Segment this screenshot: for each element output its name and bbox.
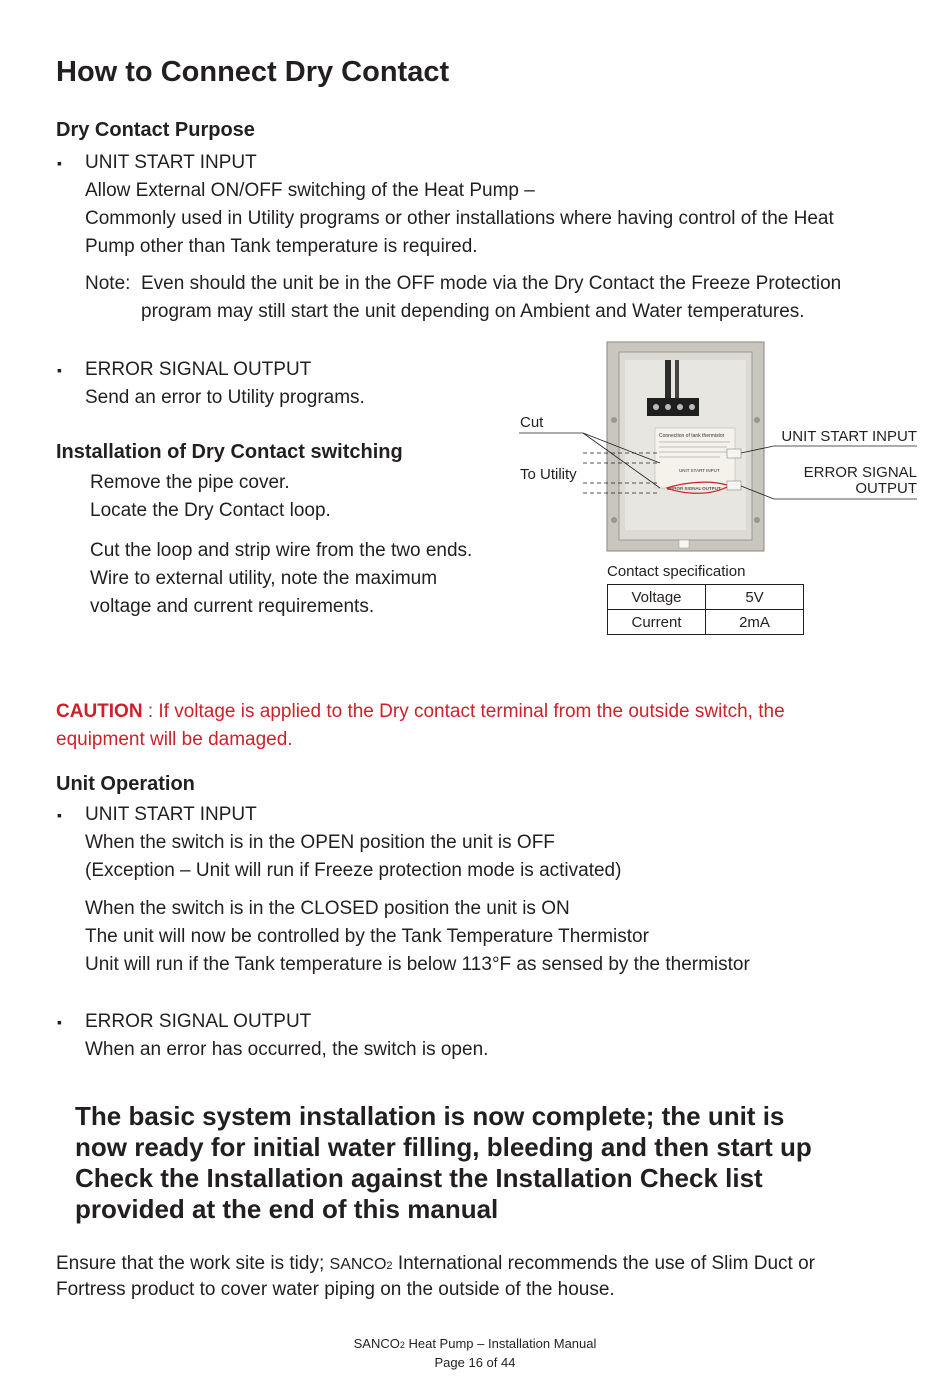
note-line1: Even should the unit be in the OFF mode via the Dry Contact the Freeze Protection bbox=[141, 273, 842, 294]
purpose-item2-line1: Send an error to Utility programs. bbox=[85, 387, 365, 408]
installation-step2: Locate the Dry Contact loop. bbox=[90, 500, 331, 521]
installation-step5: voltage and current requirements. bbox=[90, 596, 375, 617]
installation-heading: Installation of Dry Contact switching bbox=[56, 441, 403, 463]
purpose-item1-line1: Allow External ON/OFF switching of the Heat Pump – bbox=[85, 180, 535, 201]
completion-statement bbox=[75, 1101, 812, 1225]
completion-line1: The basic system installation is now complete; the unit is bbox=[75, 1101, 785, 1131]
table-row bbox=[608, 610, 804, 635]
operation-item2-label: ERROR SIGNAL OUTPUT bbox=[85, 1011, 312, 1032]
operation-item1-line3: When the switch is in the CLOSED position the unit is ON bbox=[85, 898, 570, 919]
operation-item1-label: UNIT START INPUT bbox=[85, 804, 257, 825]
operation-unit-start-block-a bbox=[85, 801, 621, 885]
purpose-item1-label: UNIT START INPUT bbox=[85, 152, 257, 173]
error-signal-label bbox=[700, 465, 917, 497]
purpose-item1-line3: Pump other than Tank temperature is required. bbox=[85, 236, 478, 257]
installation-steps-a bbox=[90, 469, 331, 525]
closing-brand: SANCO bbox=[329, 1256, 387, 1273]
dry-contact-diagram bbox=[515, 340, 925, 555]
footer-page-number: Page 16 of 44 bbox=[434, 1355, 516, 1370]
spec-value-cell: 5V bbox=[706, 585, 804, 610]
spec-name-cell: Current bbox=[608, 610, 706, 635]
closing-line2: Fortress product to cover water piping on the outside of the house. bbox=[56, 1279, 615, 1300]
error-label-line1: ERROR SIGNAL bbox=[803, 464, 917, 481]
bullet-icon: ▪ bbox=[57, 807, 62, 823]
purpose-item1-line2: Commonly used in Utility programs or other installations where having control of the Heat bbox=[85, 208, 834, 229]
note-label: Note: bbox=[85, 273, 131, 294]
note-line2: program may still start the unit depending on Ambient and Water temperatures. bbox=[141, 301, 805, 322]
footer-brand-sub: 2 bbox=[399, 1340, 405, 1350]
closing-pre: Ensure that the work site is tidy; bbox=[56, 1253, 330, 1274]
page-title: How to Connect Dry Contact bbox=[56, 56, 450, 88]
note-text bbox=[141, 270, 841, 326]
operation-item1-line5: Unit will run if the Tank temperature is below 113°F as sensed by the thermistor bbox=[85, 954, 750, 975]
cut-label: Cut bbox=[520, 414, 544, 431]
page-footer bbox=[0, 1335, 950, 1371]
caution-line2: equipment will be damaged. bbox=[56, 729, 293, 750]
footer-brand: SANCO bbox=[353, 1336, 400, 1351]
closing-post: International recommends the use of Slim Duct or bbox=[392, 1253, 815, 1274]
spec-value-cell: 2mA bbox=[706, 610, 804, 635]
installation-step3: Cut the loop and strip wire from the two ends. bbox=[90, 540, 473, 561]
completion-line4: provided at the end of this manual bbox=[75, 1194, 499, 1224]
caution-text bbox=[56, 698, 785, 754]
spec-table bbox=[607, 584, 804, 635]
installation-steps-b bbox=[90, 537, 472, 621]
board-heading: Connection of tank thermistor bbox=[659, 433, 725, 439]
bullet-icon: ▪ bbox=[57, 155, 62, 171]
table-row bbox=[608, 585, 804, 610]
caution-label: CAUTION bbox=[56, 701, 143, 722]
operation-item1-line4: The unit will now be controlled by the Tank Temperature Thermistor bbox=[85, 926, 649, 947]
utility-label: To Utility bbox=[520, 466, 577, 483]
completion-line2: now ready for initial water filling, bleeding and then start up bbox=[75, 1132, 812, 1162]
spec-name-cell: Voltage bbox=[608, 585, 706, 610]
bullet-icon: ▪ bbox=[57, 362, 62, 378]
error-label-line2: OUTPUT bbox=[855, 480, 917, 497]
operation-error-block bbox=[85, 1008, 488, 1064]
operation-item1-line2: (Exception – Unit will run if Freeze protection mode is activated) bbox=[85, 860, 622, 881]
closing-paragraph bbox=[56, 1252, 815, 1302]
purpose-item2-label: ERROR SIGNAL OUTPUT bbox=[85, 359, 312, 380]
operation-item1-line1: When the switch is in the OPEN position the unit is OFF bbox=[85, 832, 555, 853]
footer-manual: Heat Pump – Installation Manual bbox=[404, 1336, 597, 1351]
board-tag-2: ERROR SIGNAL OUTPUT bbox=[667, 486, 721, 491]
completion-line3: Check the Installation against the Installation Check list bbox=[75, 1163, 763, 1193]
spec-caption: Contact specification bbox=[607, 563, 746, 580]
bullet-icon: ▪ bbox=[57, 1014, 62, 1030]
unit-start-label: UNIT START INPUT bbox=[781, 428, 917, 445]
caution-line1: : If voltage is applied to the Dry contact terminal from the outside switch, the bbox=[142, 701, 785, 722]
purpose-error-block bbox=[85, 356, 365, 412]
board-tag-1: UNIT START INPUT bbox=[679, 468, 720, 473]
purpose-heading: Dry Contact Purpose bbox=[56, 119, 255, 141]
operation-heading: Unit Operation bbox=[56, 773, 195, 795]
purpose-unit-start-block bbox=[85, 149, 834, 261]
closing-brand-sub: 2 bbox=[386, 1260, 393, 1272]
operation-unit-start-block-b bbox=[85, 895, 750, 979]
installation-step4: Wire to external utility, note the maximum bbox=[90, 568, 438, 589]
installation-step1: Remove the pipe cover. bbox=[90, 472, 290, 493]
operation-item2-line1: When an error has occurred, the switch is open. bbox=[85, 1039, 489, 1060]
